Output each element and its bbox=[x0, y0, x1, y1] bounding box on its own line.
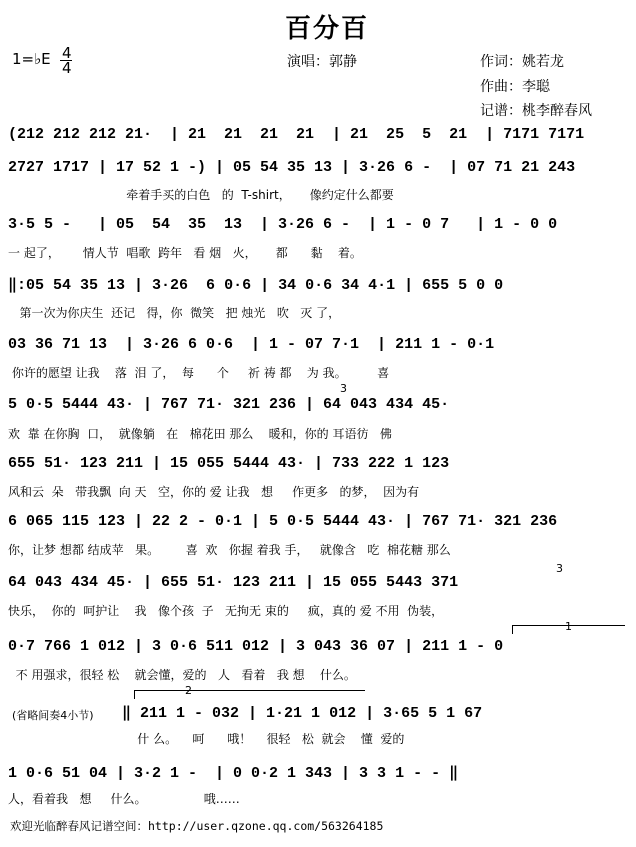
composer-credit: 作曲：李聪 bbox=[480, 79, 550, 95]
staff-line-10-notes: 0·7 766 1 012 | 3 0·6 511 012 | 3 043 36 07 | 211 1 - 0 bbox=[8, 638, 504, 655]
staff-line-8-notes: 6 065 115 123 | 22 2 - 0·1 | 5 0·5 5444 43· | 767 71· 321 236 bbox=[8, 513, 558, 530]
staff-line-12-lyrics: 人，看着我 想 什么。 哦…… bbox=[8, 792, 240, 806]
song-title: 百分百 bbox=[285, 14, 370, 44]
staff-line-3-lyrics: 一 起了， 情人节 唱歌 跨年 看 烟 火， 都 黏 着。 bbox=[8, 246, 362, 260]
staff-line-12-notes: 1 0·6 51 04 | 3·2 1 - | 0 0·2 1 343 | 3 3 1 - - ‖ bbox=[8, 765, 459, 782]
time-signature-bottom: 4 bbox=[62, 59, 72, 77]
staff-line-2-lyrics: 牵着手买的白色 的 T-shirt， 像约定什么都要 bbox=[8, 188, 394, 202]
triplet-mark-line-9: 3 bbox=[556, 562, 563, 575]
staff-line-11-lyrics: 什 么。 呵 哦！ 很轻 松 就会 懂 爱的 bbox=[122, 732, 405, 746]
singer-credit: 演唱：郭静 bbox=[287, 54, 357, 70]
staff-line-10-lyrics: 不 用强求，很轻 松 就会懂，爱的 人 看着 我 想 什么。 bbox=[8, 668, 356, 682]
volta-2-bracket bbox=[134, 690, 365, 699]
transcriber-credit: 记谱：桃李醉春风 bbox=[480, 103, 592, 119]
skip-interlude-note: (省略间奏4小节) bbox=[12, 709, 94, 722]
staff-line-5-lyrics: 你许的愿望 让我 落 泪 了， 每 个 祈 祷 都 为 我。 喜 bbox=[8, 366, 390, 380]
volta-1-bracket bbox=[512, 625, 625, 634]
key-signature: 1=♭E bbox=[12, 50, 51, 68]
staff-line-11-notes: ‖ 211 1 - 032 | 1·21 1 012 | 3·65 5 1 67 bbox=[122, 705, 483, 722]
volta-2-number: 2 bbox=[185, 684, 192, 697]
staff-line-5-notes: 03 36 71 13 | 3·26 6 0·6 | 1 - 07 7·1 | 211 1 - 0·1 bbox=[8, 336, 495, 353]
staff-line-9-notes: 64 043 434 45· | 655 51· 123 211 | 15 055 5443 371 bbox=[8, 574, 459, 591]
staff-line-9-lyrics: 快乐， 你的 呵护让 我 像个孩 子 无拘无 束的 疯，真的 爱 不用 伪装， bbox=[8, 604, 444, 618]
staff-line-8-lyrics: 你，让梦 想都 结成苹 果。 喜 欢 你握 着我 手， 就像含 吃 棉花糖 那么 bbox=[8, 543, 451, 557]
staff-line-4-lyrics: 第一次为你庆生 还记 得，你 微笑 把 烛光 吹 灭 了， bbox=[8, 306, 341, 320]
lyricist-credit: 作词：姚若龙 bbox=[480, 54, 564, 70]
volta-1-number: 1 bbox=[565, 620, 572, 633]
time-signature-top: 4 bbox=[62, 44, 72, 62]
triplet-mark-line-6: 3 bbox=[340, 382, 347, 395]
staff-line-6-lyrics: 欢 靠 在你胸 口， 就像躺 在 棉花田 那么 暖和，你的 耳语彷 佛 bbox=[8, 427, 392, 441]
staff-line-4-notes: ‖:05 54 35 13 | 3·26 6 0·6 | 34 0·6 34 4·1 | 655 5 0 0 bbox=[8, 277, 504, 294]
footer-credit: 欢迎光临醉春风记谱空间：http://user.qzone.qq.com/563264185 bbox=[10, 819, 384, 833]
staff-line-7-notes: 655 51· 123 211 | 15 055 5444 43· | 733 222 1 123 bbox=[8, 455, 450, 472]
staff-line-7-lyrics: 风和云 朵 带我飘 向 天 空，你的 爱 让我 想 作更多 的梦， 因为有 bbox=[8, 485, 420, 499]
staff-line-2-notes: 2727 1717 | 17 52 1 -) | 05 54 35 13 | 3·26 6 - | 07 71 21 243 bbox=[8, 159, 576, 176]
staff-line-3-notes: 3·5 5 - | 05 54 35 13 | 3·26 6 - | 1 - 0 7 | 1 - 0 0 bbox=[8, 216, 558, 233]
staff-line-6-notes: 5 0·5 5444 43· | 767 71· 321 236 | 64 043 434 45· bbox=[8, 396, 450, 413]
staff-line-1-notes: (212 212 212 21· | 21 21 21 21 | 21 25 5 21 | 7171 7171 bbox=[8, 126, 585, 143]
